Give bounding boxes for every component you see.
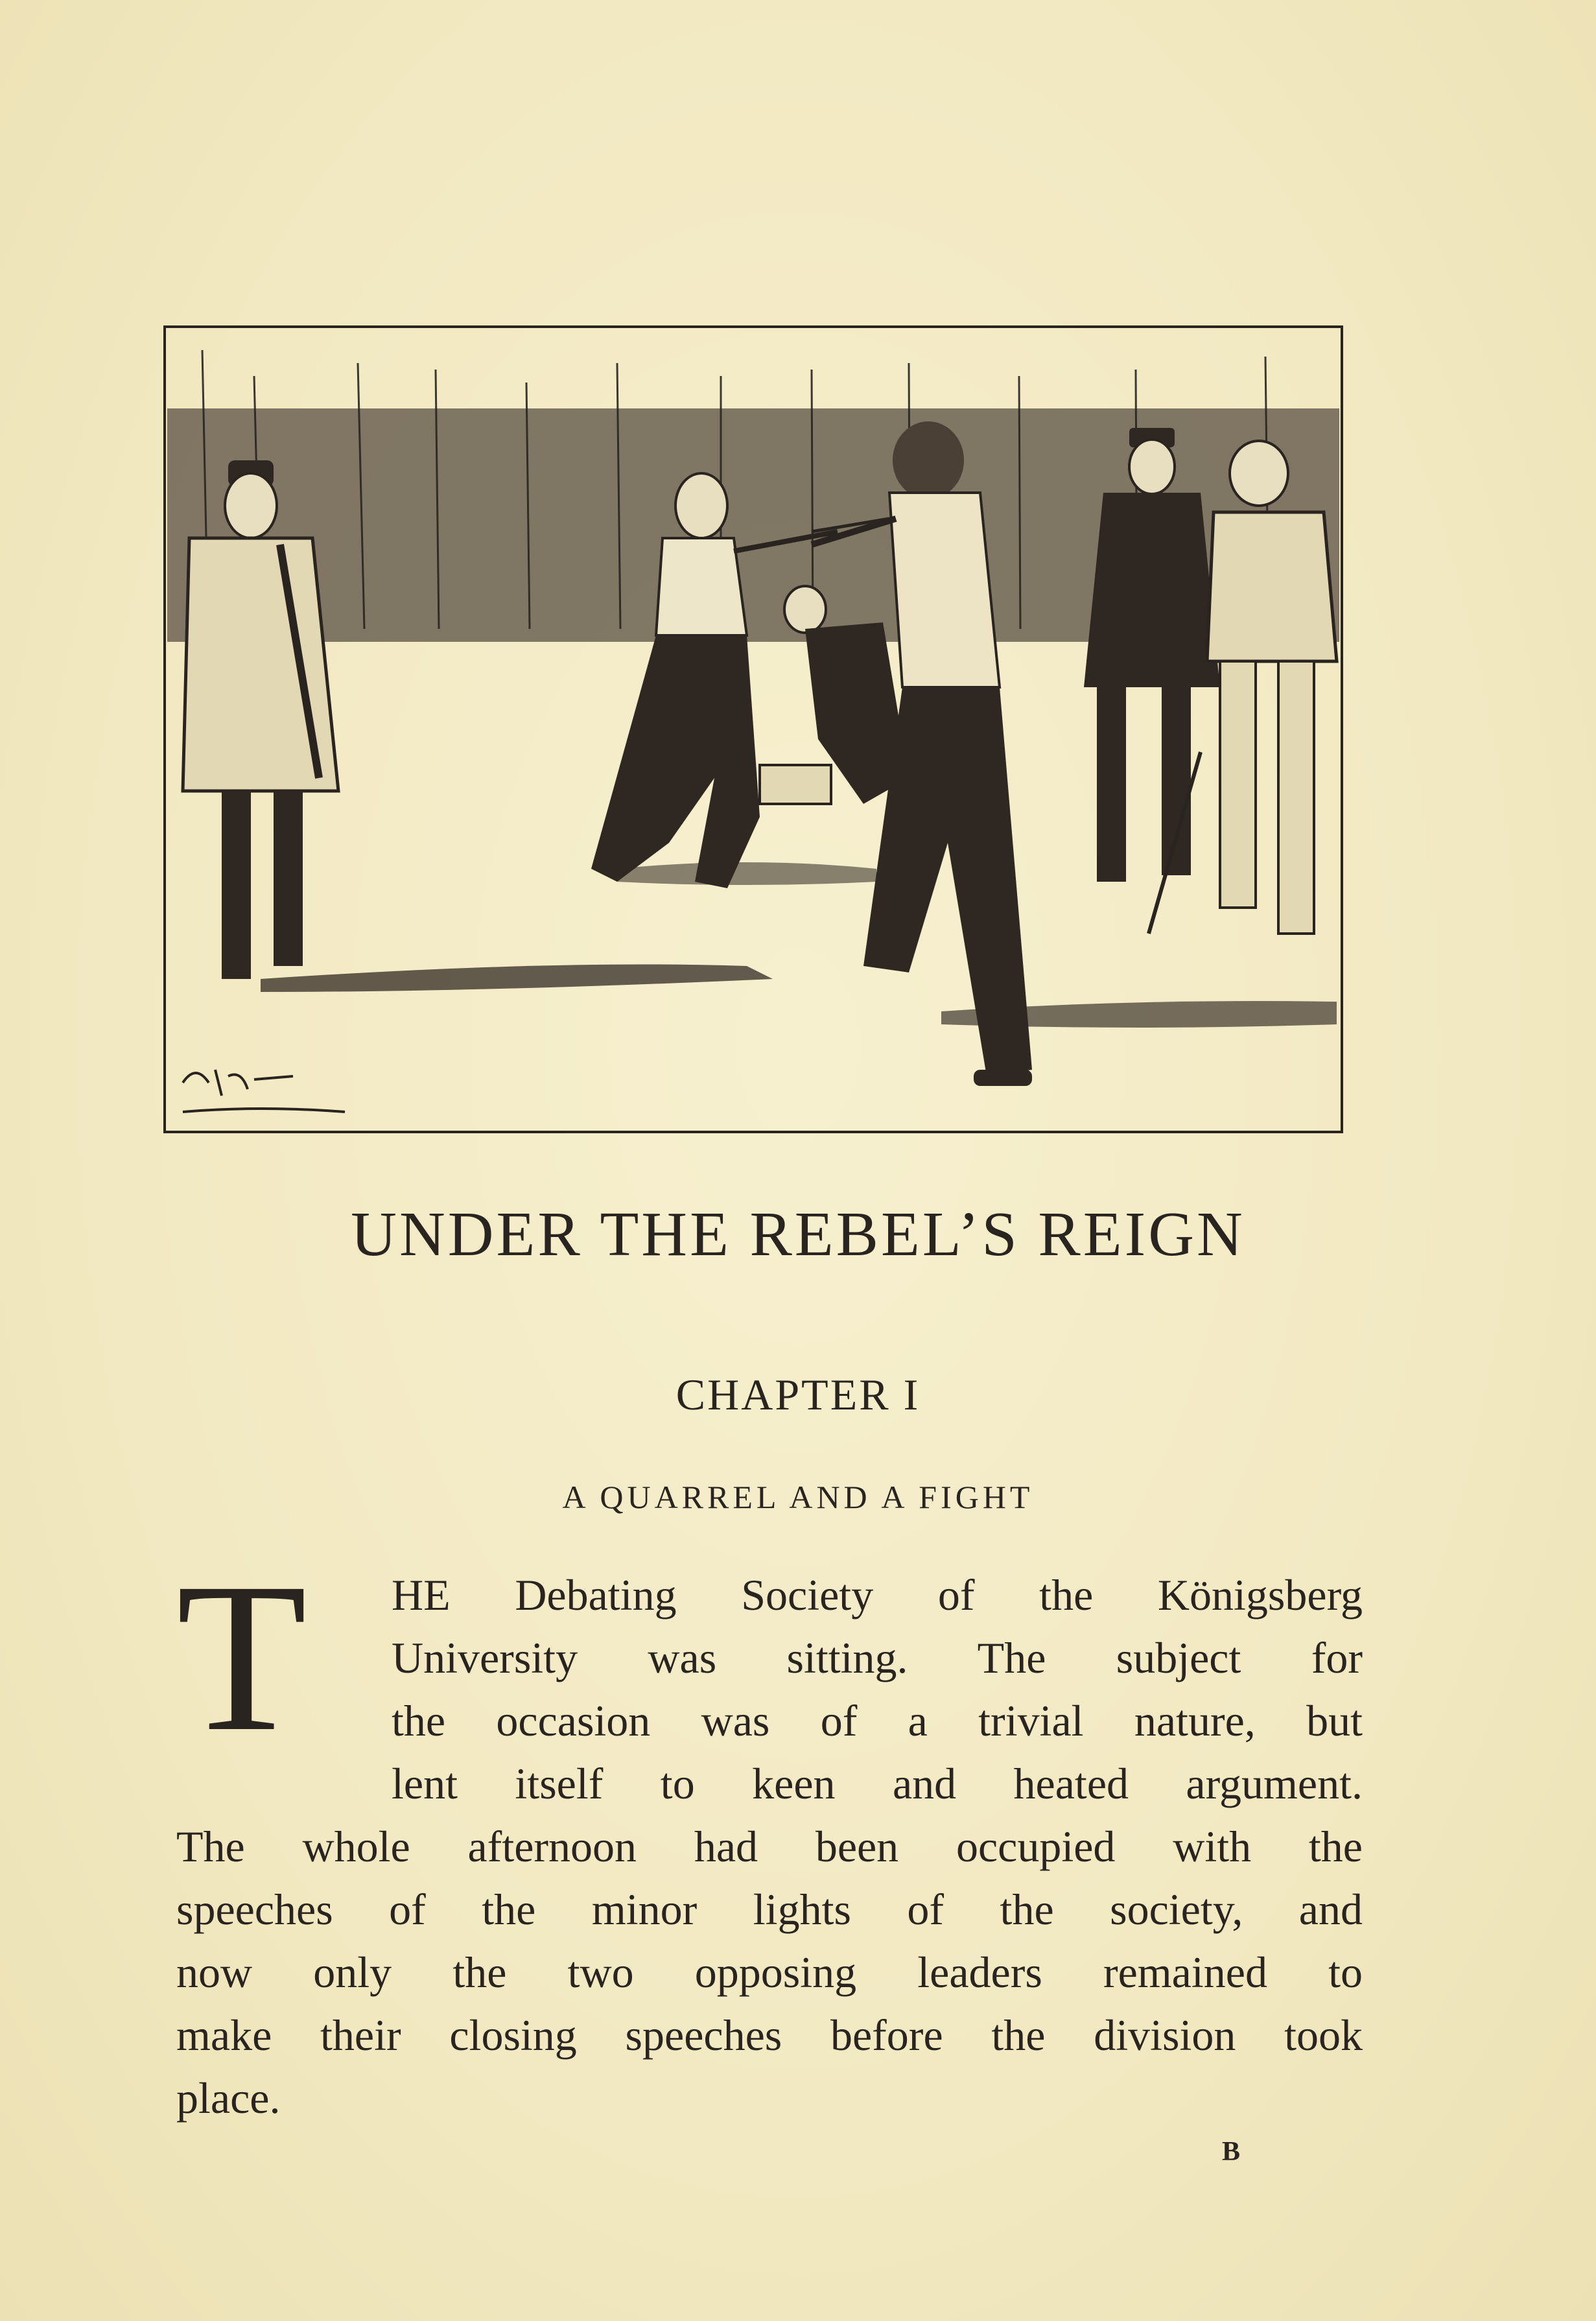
book-title: UNDER THE REBEL’S REIGN bbox=[351, 1199, 1245, 1269]
chapter-heading: CHAPTER I bbox=[675, 1370, 921, 1419]
text-line: University was sitting. The subject for bbox=[392, 1633, 1363, 1682]
duel-scene-drawing bbox=[163, 324, 1344, 1135]
text-line: now only the two opposing leaders remained to bbox=[176, 1948, 1363, 1997]
text-line: speeches of the minor lights of the society, and bbox=[176, 1885, 1363, 1934]
text-line: the occasion was of a trivial nature, but bbox=[392, 1696, 1363, 1745]
text-line: HE Debating Society of the Königsberg bbox=[392, 1570, 1363, 1620]
body-paragraph bbox=[176, 1564, 1363, 2130]
chapter-title: A QUARREL AND A FIGHT bbox=[562, 1479, 1034, 1515]
engraving-illustration bbox=[163, 324, 1344, 1135]
text-line: lent itself to keen and heated argument. bbox=[392, 1759, 1363, 1808]
signature-mark: B bbox=[1222, 2137, 1241, 2167]
text-line: make their closing speeches before the division took bbox=[176, 2010, 1363, 2060]
text-line: place. bbox=[176, 2073, 281, 2123]
text-line: The whole afternoon had been occupied with the bbox=[176, 1822, 1363, 1871]
drop-cap: T bbox=[176, 1539, 307, 1776]
artist-signature bbox=[183, 1070, 345, 1112]
